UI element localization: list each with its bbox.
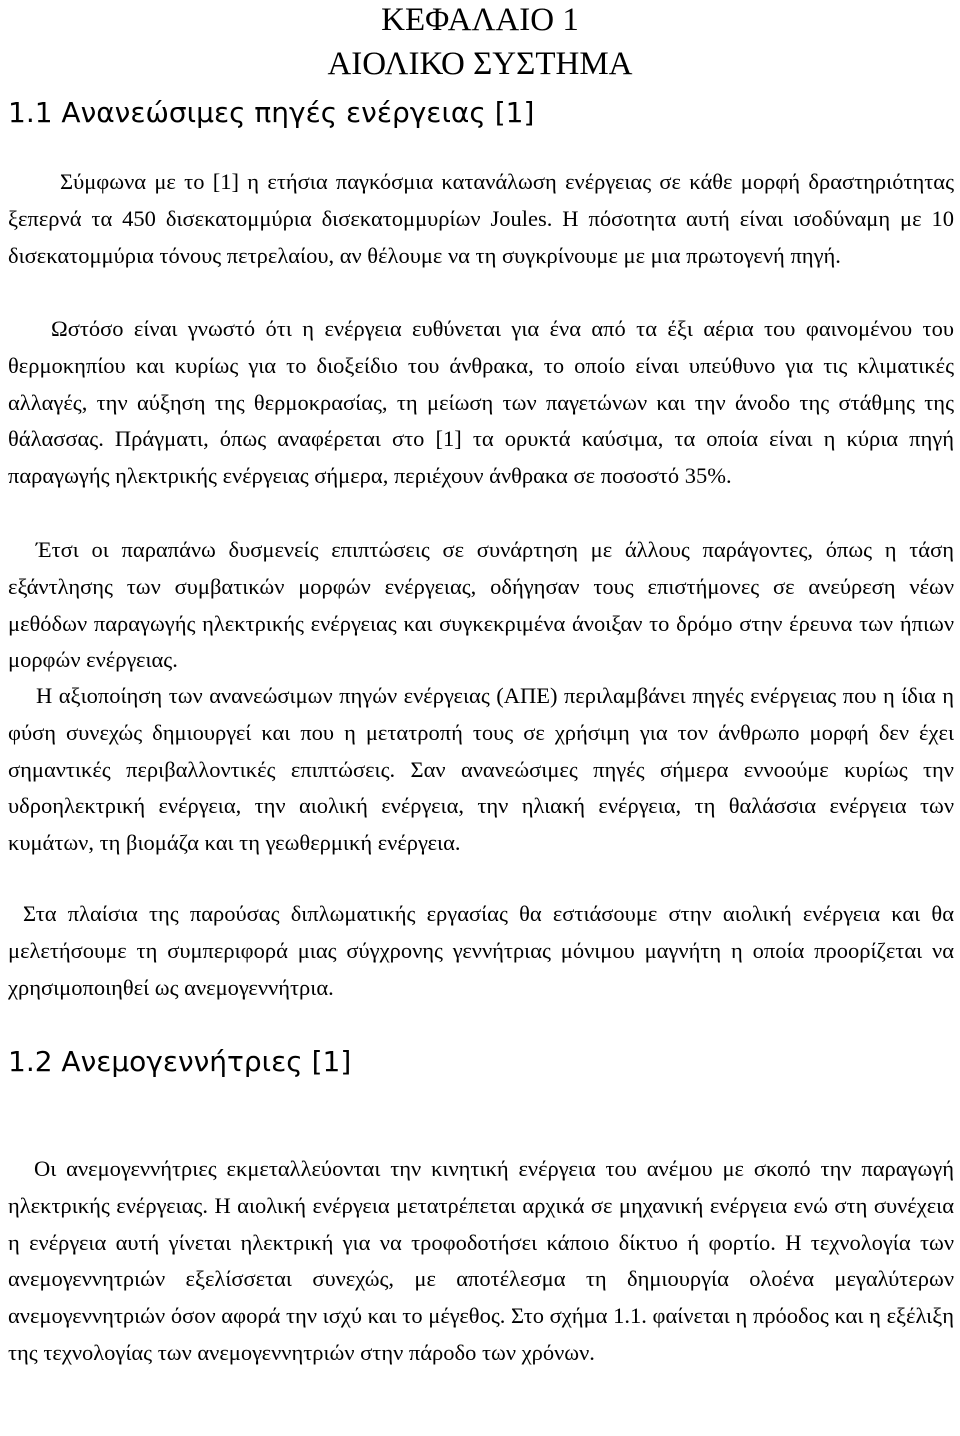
chapter-title: ΑΙΟΛΙΚΟ ΣΥΣΤΗΜΑ (327, 46, 633, 82)
paragraph: Στα πλαίσια της παρούσας διπλωματικής εργασίας θα εστιάσουμε στην αιολική ενέργεια και θα μελετήσουμε τη συμπεριφορά μιας σύγχρονης γεννήτριας μόνιμου μαγνήτη η οποία προορίζεται να χρησιμοποιηθεί ως ανεμογεννήτρια. (8, 901, 954, 1000)
chapter-number: ΚΕΦΑΛΑΙΟ 1 (381, 2, 579, 38)
section-heading-1-1: 1.1 Ανανεώσιμες πηγές ενέργειας [1] (8, 96, 535, 129)
paragraph: Η αξιοποίηση των ανανεώσιμων πηγών ενέργειας (ΑΠΕ) περιλαμβάνει πηγές ενέργειας που η ίδια η φύση συνεχώς δημιουργεί και που η μετατροπή τους σε χρήσιμη για τον άνθρωπο μορφή δεν έχει σημαντικές περιβαλλοντικές επιπτώσεις. Σαν ανανεώσιμες πηγές σήμερα εννοούμε κυρίως την υδροηλεκτρική ενέργεια, την αιολική ενέργεια, την ηλιακή ενέργεια, τη θαλάσσια ενέργεια των κυμάτων, τη βιομάζα και τη γεωθερμική ενέργεια. (8, 683, 954, 856)
paragraph: Σύμφωνα με το [1] η ετήσια παγκόσμια κατανάλωση ενέργειας σε κάθε μορφή δραστηριότητας ξεπερνά τα 450 δισεκατομμύρια δισεκατομμυρίων Joules. Η πόσοτητα αυτή είναι ισοδύναμη με 10 δισεκατομμύρια τόνους πετρελαίου, αν θέλουμε να τη συγκρίνουμε με μια πρωτογενή πηγή. (8, 169, 954, 268)
paragraph: Έτσι οι παραπάνω δυσμενείς επιπτώσεις σε συνάρτηση με άλλους παράγοντες, όπως η τάση εξάντλησης των συμβατικών μορφών ενέργειας, οδήγησαν τους επιστήμονες σε ανεύρεση νέων μεθόδων παραγωγής ηλεκτρικής ενέργειας και συγκεκριμένα άνοιξαν το δρόμο στην έρευνα των ήπιων μορφών ενέργειας. (8, 537, 954, 673)
section-heading-1-2: 1.2 Ανεμογεννήτριες [1] (8, 1045, 352, 1078)
paragraph: Οι ανεμογεννήτριες εκμεταλλεύονται την κινητική ενέργεια του ανέμου με σκοπό την παραγωγή ηλεκτρικής ενέργειας. Η αιολική ενέργεια μετατρέπεται αρχικά σε μηχανική ενέργεια ενώ στη συνέχεια η ενέργεια αυτή γίνεται ηλεκτρική για να τροφοδοτήσει κάποιο δίκτυο ή φορτίο. Η τεχνολογία των ανεμογεννητριών εξελίσσεται συνεχώς, με αποτέλεσμα τη δημιουργία ολοένα μεγαλύτερων ανεμογεννητριών όσον αφορά την ισχύ και το μέγεθος. Στο σχήμα 1.1. φαίνεται η πρόοδος και η εξέλιξη της τεχνολογίας των ανεμογεννητριών στην πάροδο των χρόνων. (8, 1156, 954, 1365)
paragraph: Ωστόσο είναι γνωστό ότι η ενέργεια ευθύνεται για ένα από τα έξι αέρια του φαινομένου του θερμοκηπίου και κυρίως για το διοξείδιο του άνθρακα, το οποίο είναι υπεύθυνο για τις κλιματικές αλλαγές, την αύξηση της θερμοκρασίας, τη μείωση των παγετώνων και την άνοδο της στάθμης της θάλασσας. Πράγματι, όπως αναφέρεται στο [1] τα ορυκτά καύσιμα, τα οποία είναι η κύρια πηγή παραγωγής ηλεκτρικής ενέργειας σήμερα, περιέχουν άνθρακα σε ποσοστό 35%. (8, 316, 954, 489)
